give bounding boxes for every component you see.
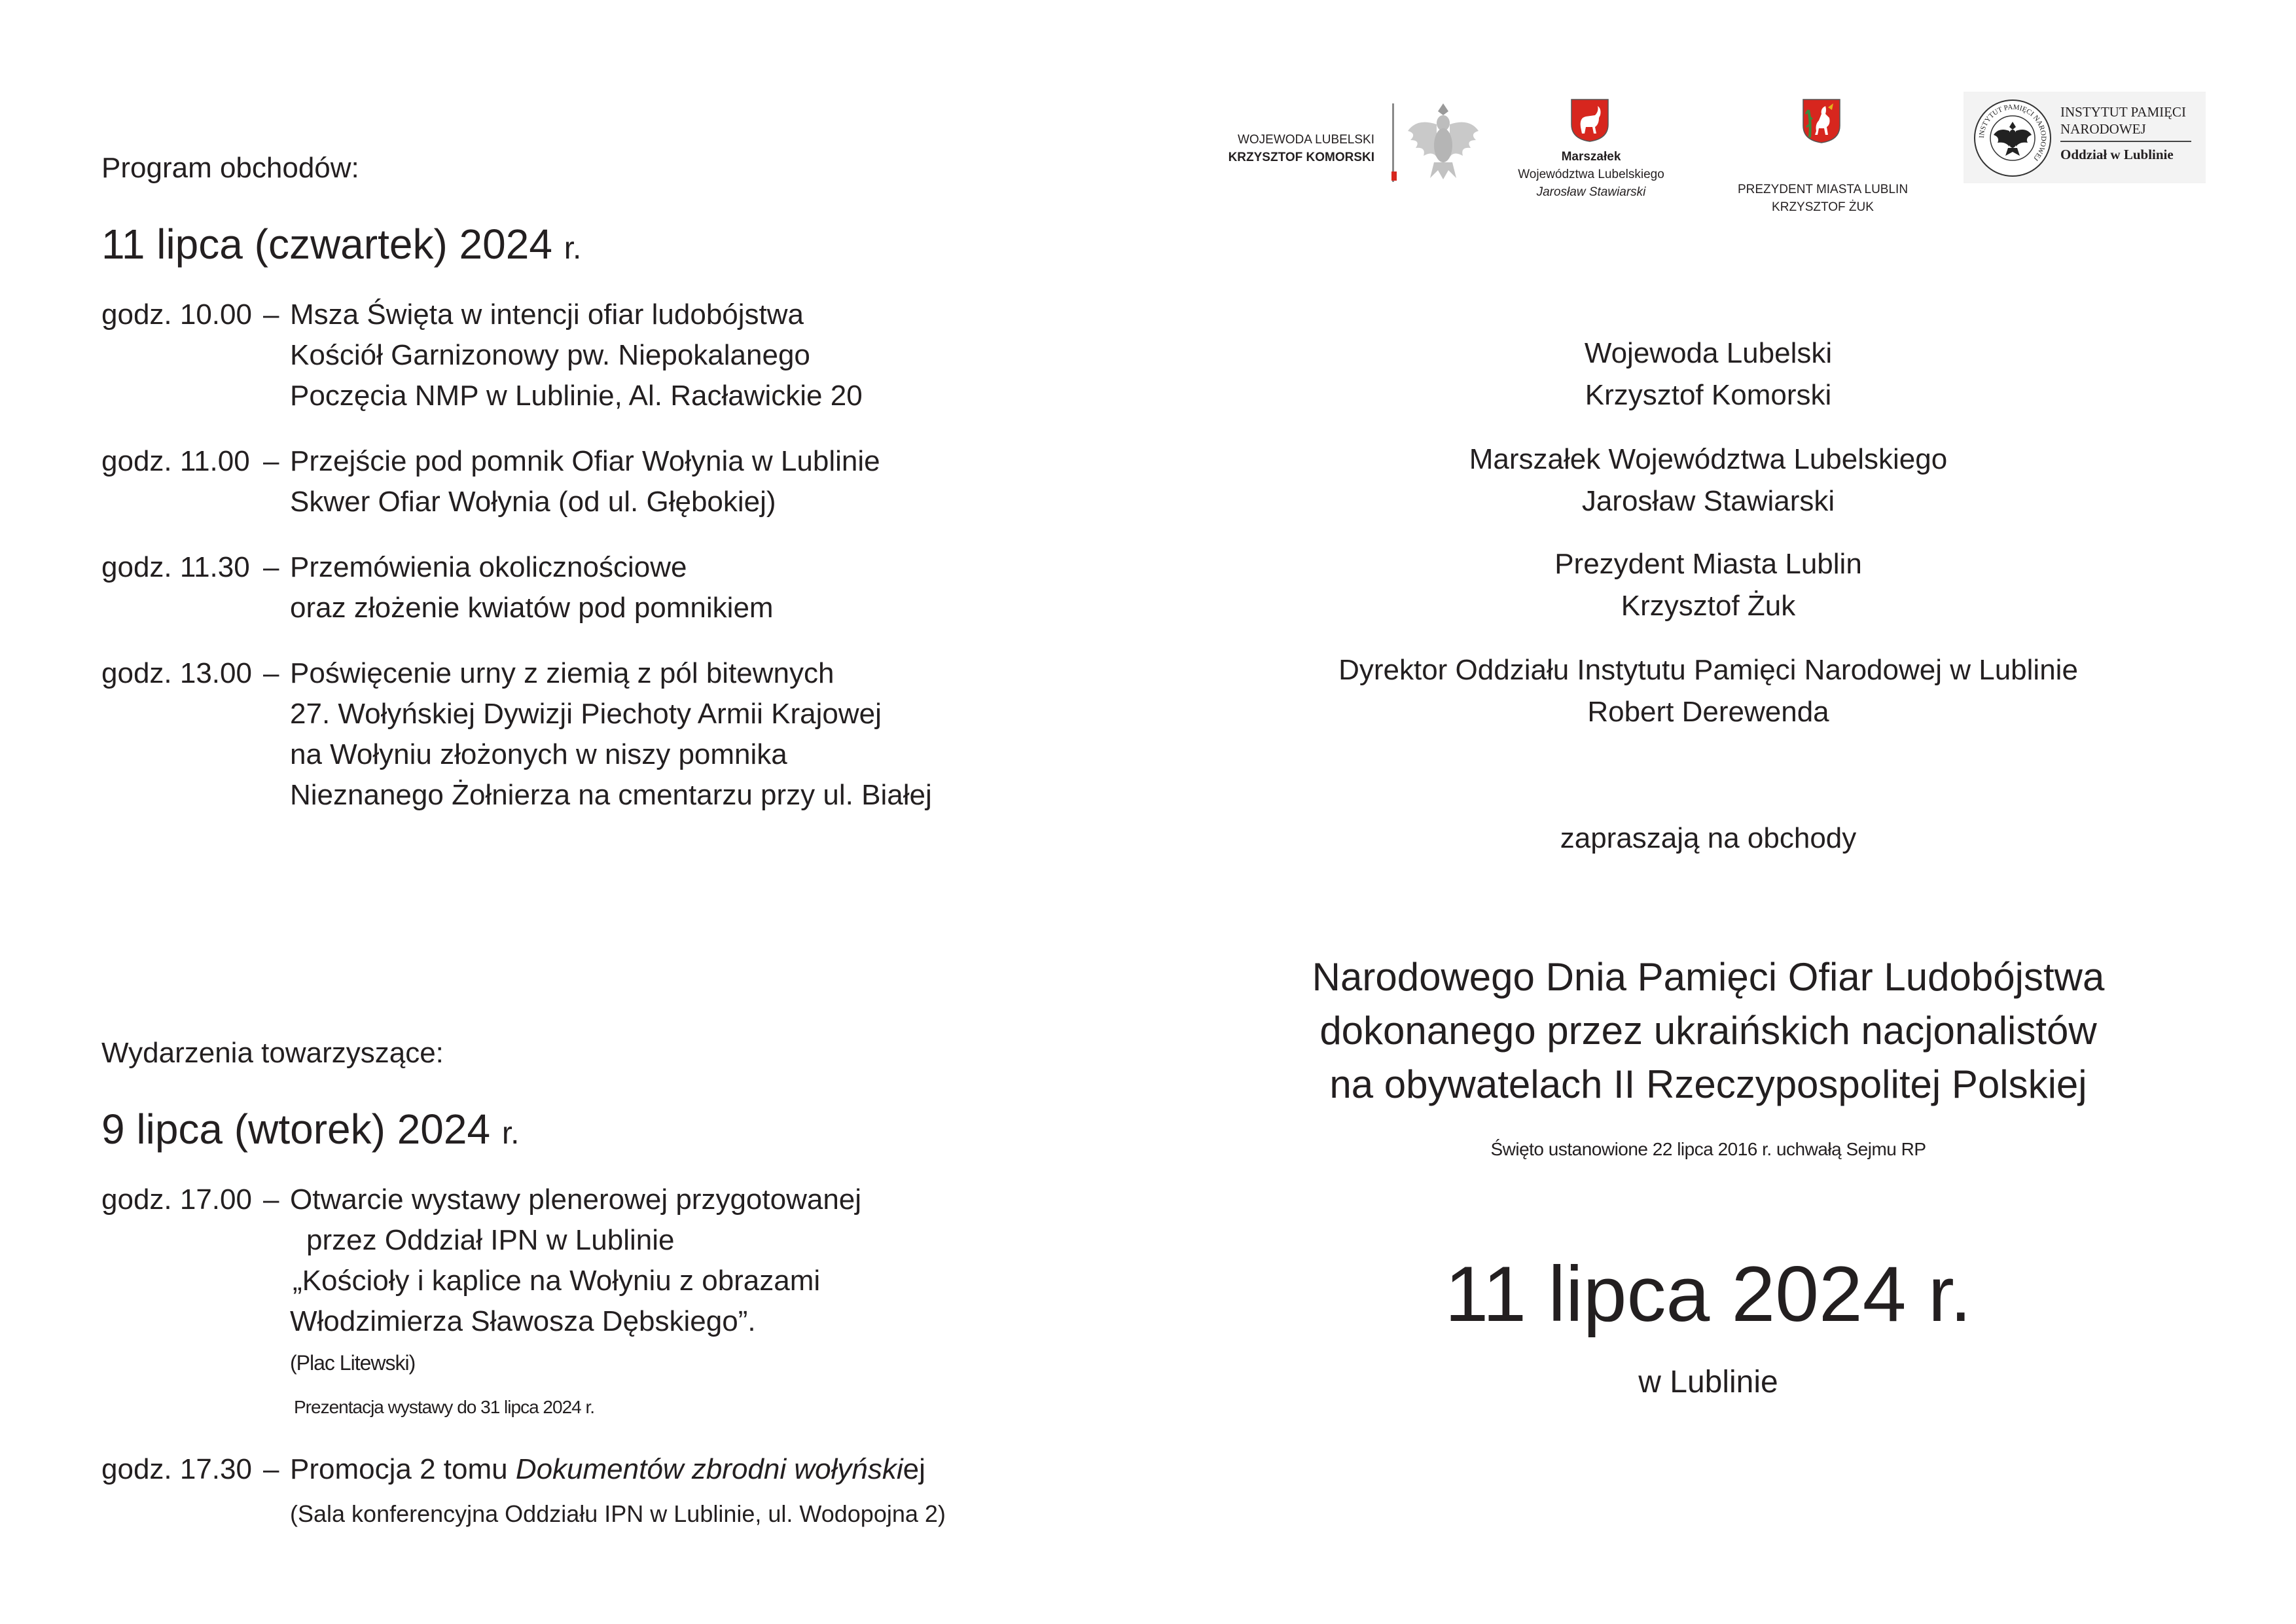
logo-marszalek-text bbox=[1503, 148, 1679, 201]
event-line-suffix: ej bbox=[903, 1453, 925, 1485]
event-time: godz. 11.30 bbox=[101, 551, 250, 583]
lublin-coat-of-arms-icon bbox=[1802, 98, 1841, 144]
logo-marszalek-line1: Marszałek bbox=[1561, 150, 1621, 164]
host-prezydent bbox=[1283, 543, 2134, 627]
host-role: Dyrektor Oddziału Instytutu Pamięci Narodowej w Lublinie bbox=[1338, 654, 2078, 686]
event-place: (Sala konferencyjna Oddziału IPN w Lublinie, ul. Wodopojna 2) bbox=[290, 1500, 946, 1527]
event-line: Skwer Ofiar Wołynia (od ul. Głębokiej) bbox=[290, 486, 776, 518]
flag-mark bbox=[1391, 171, 1397, 181]
logo-prezydent-line1: PREZYDENT MIASTA LUBLIN bbox=[1737, 183, 1909, 196]
ipn-seal-icon bbox=[1973, 98, 2053, 178]
accompanying-day-heading bbox=[101, 1105, 520, 1153]
logo-wojewoda-line2: KRZYSZTOF KOMORSKI bbox=[1228, 151, 1374, 164]
host-name: Krzysztof Żuk bbox=[1621, 590, 1796, 622]
event-subtitle: Święto ustanowione 22 lipca 2016 r. uchwałą Sejmu RP bbox=[1490, 1139, 1926, 1159]
event-date: 11 lipca 2024 r. bbox=[1444, 1250, 1972, 1338]
event-dash: – bbox=[263, 551, 279, 583]
event-line: Poczęcia NMP w Lublinie, Al. Racławickie 20 bbox=[290, 380, 863, 412]
logo-wojewoda-line1: WOJEWODA LUBELSKI bbox=[1237, 133, 1374, 147]
event-line: Kościół Garnizonowy pw. Niepokalanego bbox=[290, 339, 810, 371]
event-line bbox=[290, 1453, 925, 1486]
host-wojewoda bbox=[1283, 333, 2134, 416]
event-dash: – bbox=[263, 1453, 279, 1485]
event-time: godz. 17.00 bbox=[101, 1183, 252, 1216]
event-dash: – bbox=[263, 298, 279, 331]
logo-ipn-text bbox=[2060, 103, 2191, 163]
lubelskie-coat-of-arms-icon bbox=[1570, 98, 1609, 143]
logo-ipn-line2: NARODOWEJ bbox=[2060, 121, 2146, 137]
event-note: Prezentacja wystawy do 31 lipca 2024 r. bbox=[294, 1397, 595, 1417]
event-title-line: Narodowego Dnia Pamięci Ofiar Ludobójstwa bbox=[1312, 955, 2105, 999]
event-line: Nieznanego Żołnierza na cmentarzu przy ul. Białej bbox=[290, 779, 932, 811]
host-role: Prezydent Miasta Lublin bbox=[1554, 548, 1862, 580]
main-day-label: 11 lipca (czwartek) 2024 bbox=[101, 221, 564, 268]
accompanying-heading: Wydarzenia towarzyszące: bbox=[101, 1037, 444, 1069]
event-line: oraz złożenie kwiatów pod pomnikiem bbox=[290, 592, 774, 624]
event-city: w Lublinie bbox=[1638, 1365, 1778, 1399]
main-day-heading bbox=[101, 220, 581, 268]
logo-marszalek-line2: Województwa Lubelskiego bbox=[1518, 168, 1664, 181]
host-role: Wojewoda Lubelski bbox=[1584, 337, 1833, 369]
host-name: Robert Derewenda bbox=[1587, 696, 1829, 728]
event-time: godz. 17.30 bbox=[101, 1453, 252, 1485]
event-title-line: dokonanego przez ukraińskich nacjonalistów bbox=[1319, 1009, 2097, 1053]
host-role: Marszałek Województwa Lubelskiego bbox=[1469, 443, 1948, 475]
event-line: Msza Święta w intencji ofiar ludobójstwa bbox=[290, 298, 804, 331]
event-dash: – bbox=[263, 445, 279, 477]
logo-ipn-line1: INSTYTUT PAMIĘCI bbox=[2060, 104, 2186, 120]
event-line: Przemówienia okolicznościowe bbox=[290, 551, 687, 583]
event-line-prefix: Promocja 2 tomu bbox=[290, 1453, 516, 1485]
event-line: Włodzimierza Sławosza Dębskiego”. bbox=[290, 1305, 756, 1337]
accompanying-day-label: 9 lipca (wtorek) 2024 bbox=[101, 1106, 502, 1153]
program-heading: Program obchodów: bbox=[101, 152, 359, 184]
host-marszalek bbox=[1283, 439, 2134, 522]
invite-text: zapraszają na obchody bbox=[1560, 822, 1857, 854]
book-title: Dokumentów zbrodni wołyński bbox=[515, 1453, 903, 1485]
event-place: (Plac Litewski) bbox=[290, 1351, 416, 1375]
white-eagle-icon bbox=[1404, 98, 1482, 183]
event-line: 27. Wołyńskiej Dywizji Piechoty Armii Krajowej bbox=[290, 698, 882, 730]
event-line: przez Oddział IPN w Lublinie bbox=[306, 1224, 675, 1256]
event-line: na Wołyniu złożonych w niszy pomnika bbox=[290, 738, 787, 770]
event-time: godz. 11.00 bbox=[101, 445, 250, 477]
event-dash: – bbox=[263, 1183, 279, 1216]
accompanying-day-suffix: r. bbox=[501, 1116, 520, 1151]
logo-ipn-divider bbox=[2060, 141, 2191, 142]
ipn-seal-ring-text: INSTYTUT PAMIĘCI NARODOWEJ bbox=[1977, 103, 2048, 162]
logo-prezydent-line2: KRZYSZTOF ŻUK bbox=[1772, 200, 1874, 214]
event-line: Poświęcenie urny z ziemią z pól bitewnych bbox=[290, 657, 834, 689]
logo-wojewoda-text bbox=[1217, 131, 1374, 166]
host-name: Jarosław Stawiarski bbox=[1581, 485, 1835, 517]
host-ipn-director bbox=[1283, 649, 2134, 733]
logo-ipn-line3: Oddział w Lublinie bbox=[2060, 147, 2174, 162]
host-name: Krzysztof Komorski bbox=[1585, 379, 1832, 411]
main-day-suffix: r. bbox=[564, 231, 582, 266]
logo-marszalek-line3: Jarosław Stawiarski bbox=[1536, 185, 1646, 199]
logo-divider bbox=[1392, 103, 1394, 182]
event-line: Przejście pod pomnik Ofiar Wołynia w Lublinie bbox=[290, 445, 880, 477]
logo-prezydent-text bbox=[1728, 181, 1918, 216]
event-dash: – bbox=[263, 657, 279, 689]
event-time: godz. 10.00 bbox=[101, 298, 252, 331]
event-line: Otwarcie wystawy plenerowej przygotowanej bbox=[290, 1183, 862, 1216]
event-title-line: na obywatelach II Rzeczypospolitej Polskiej bbox=[1329, 1062, 2087, 1106]
event-time: godz. 13.00 bbox=[101, 657, 252, 689]
event-line: „Kościoły i kaplice na Wołyniu z obrazami bbox=[293, 1265, 821, 1297]
event-title bbox=[1217, 950, 2199, 1111]
